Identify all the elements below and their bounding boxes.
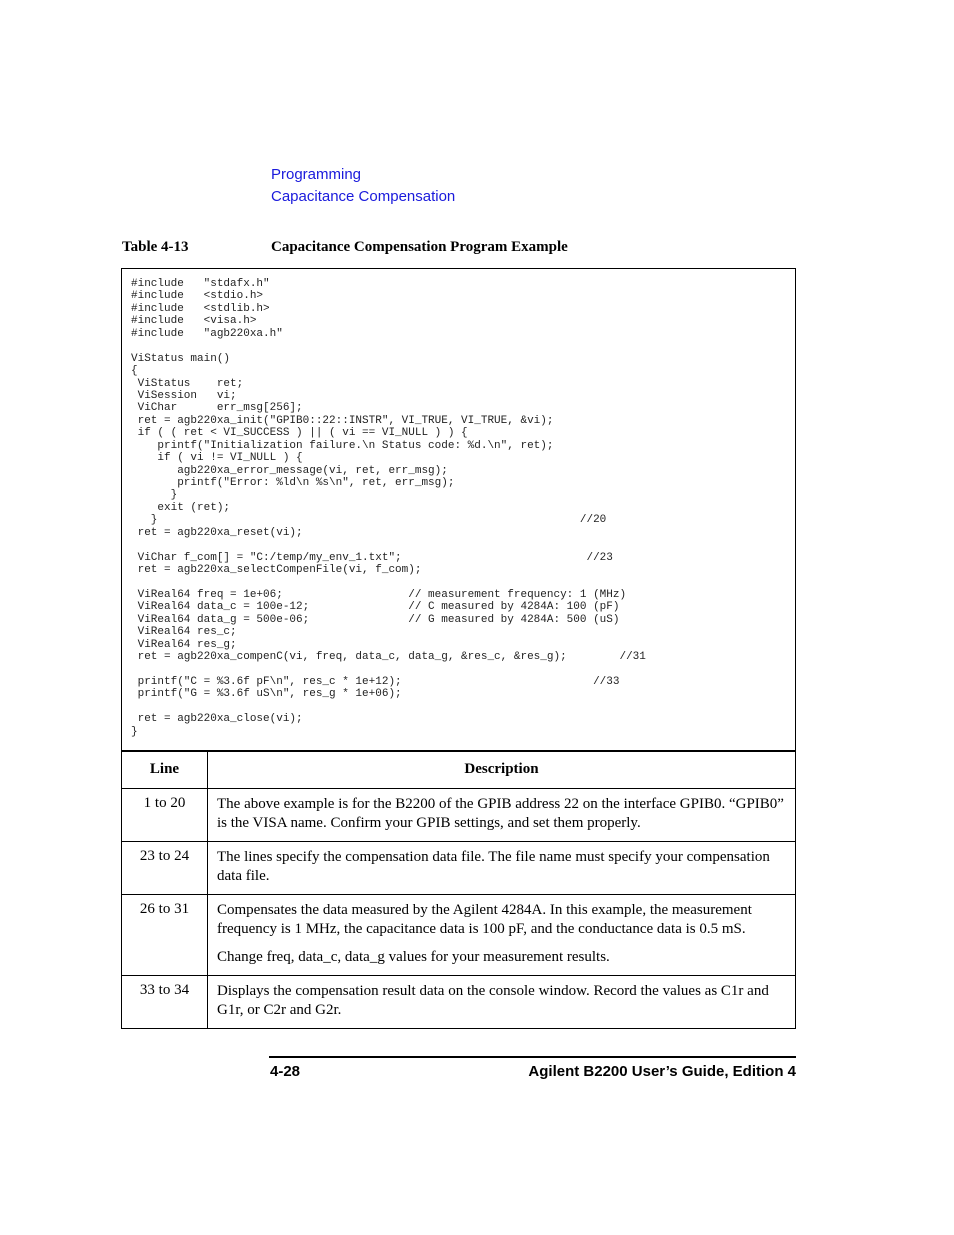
- description-text: Change freq, data_c, data_g values for your measurement results.: [217, 949, 610, 965]
- code-line: ret = agb220xa_selectCompenFile(vi, f_com);: [131, 564, 422, 577]
- code-line: {: [131, 365, 138, 378]
- table-row: [122, 976, 796, 1029]
- line-description-table: [121, 750, 796, 1029]
- code-line: ViReal64 data_g = 500e-06; // G measured by 4284A: 500 (uS): [131, 613, 620, 626]
- code-line: printf("C = %3.6f pF\n", res_c * 1e+12); //33: [131, 676, 620, 688]
- code-line: ret = agb220xa_init("GPIB0::22::INSTR", VI_TRUE, VI_TRUE, &vi);: [131, 414, 554, 427]
- code-line: if ( ( ret < VI_SUCCESS ) || ( vi == VI_NULL ) ) {: [131, 427, 468, 440]
- code-line: ViReal64 data_c = 100e-12; // C measured by 4284A: 100 (pF): [131, 601, 620, 614]
- description-cell: [208, 895, 796, 976]
- description-cell: [208, 789, 796, 842]
- line-column-header: Line: [122, 751, 208, 789]
- code-line: agb220xa_error_message(vi, ret, err_msg);: [131, 464, 448, 477]
- code-line: }: [131, 725, 138, 738]
- code-line: [131, 340, 646, 352]
- code-line: ret = agb220xa_reset(vi);: [131, 526, 303, 539]
- table-title: Capacitance Compensation Program Example: [271, 239, 568, 255]
- code-line: [131, 539, 646, 551]
- code-listing: [131, 278, 646, 738]
- code-line: if ( vi != VI_NULL ) {: [131, 452, 303, 465]
- code-line: ret = agb220xa_compenC(vi, freq, data_c, data_g, &res_c, &res_g); //31: [131, 651, 646, 664]
- code-line: #include "agb220xa.h": [131, 327, 283, 340]
- code-line: printf("Initialization failure.\n Status code: %d.\n", ret);: [131, 439, 554, 452]
- code-line: printf("G = %3.6f uS\n", res_g * 1e+06);: [131, 688, 402, 701]
- code-line: ViStatus main(): [131, 352, 231, 365]
- table-row: [122, 789, 796, 842]
- breadcrumb-programming-link[interactable]: Programming: [271, 166, 362, 183]
- code-line: ViChar f_com[] = "C:/temp/my_env_1.txt"; //23: [131, 551, 613, 564]
- code-line: ViReal64 res_g;: [131, 638, 237, 651]
- table-header-row: [122, 751, 796, 789]
- code-line: exit (ret);: [131, 501, 231, 514]
- code-line: ViReal64 freq = 1e+06; // measurement frequency: 1 (MHz): [131, 588, 627, 601]
- breadcrumb-capacitance-compensation-link[interactable]: Capacitance Compensation: [271, 188, 456, 205]
- document-title: Agilent B2200 User’s Guide, Edition 4: [528, 1063, 796, 1080]
- code-line: ViStatus ret;: [131, 377, 244, 390]
- code-line: #include <stdio.h>: [131, 290, 264, 303]
- table-row: [122, 895, 796, 976]
- footer-divider: [269, 1056, 796, 1058]
- line-range-cell: 26 to 31: [122, 895, 208, 976]
- code-line: [131, 701, 646, 713]
- description-text: Displays the compensation result data on the console window. Record the values as C1r and G1r, or C2r and G2r.: [217, 983, 769, 1018]
- code-line: ViReal64 res_c;: [131, 626, 237, 639]
- code-listing-box: [121, 268, 796, 752]
- code-line: printf("Error: %ld\n %s\n", ret, err_msg);: [131, 477, 455, 489]
- code-line: ViSession vi;: [131, 389, 237, 402]
- description-cell: [208, 976, 796, 1029]
- description-column-header: Description: [208, 751, 796, 789]
- code-line: #include <visa.h>: [131, 315, 257, 328]
- code-line: [131, 664, 646, 676]
- table-number: Table 4-13: [122, 239, 189, 255]
- description-cell: [208, 842, 796, 895]
- page-number: 4-28: [270, 1063, 301, 1080]
- code-line: } //20: [131, 514, 607, 527]
- line-range-cell: 23 to 24: [122, 842, 208, 895]
- code-line: ret = agb220xa_close(vi);: [131, 713, 303, 726]
- line-range-cell: 33 to 34: [122, 976, 208, 1029]
- code-line: #include "stdafx.h": [131, 278, 270, 290]
- description-text: Compensates the data measured by the Agilent 4284A. In this example, the measurement frequency is 1 MHz, the capacitance data is 100 pF, and the conductance data is 0.5 mS.: [217, 902, 752, 937]
- description-text: The above example is for the B2200 of the GPIB address 22 on the interface GPIB0. “GPIB0” is the VISA name. Confirm your GPIB settings, and set them properly.: [217, 796, 784, 831]
- table-row: [122, 842, 796, 895]
- code-line: }: [131, 489, 178, 502]
- code-line: ViChar err_msg[256];: [131, 402, 303, 415]
- code-line: #include <stdlib.h>: [131, 302, 270, 315]
- description-text: The lines specify the compensation data file. The file name must specify your compensation data file.: [217, 849, 770, 884]
- code-line: [131, 577, 646, 589]
- line-range-cell: 1 to 20: [122, 789, 208, 842]
